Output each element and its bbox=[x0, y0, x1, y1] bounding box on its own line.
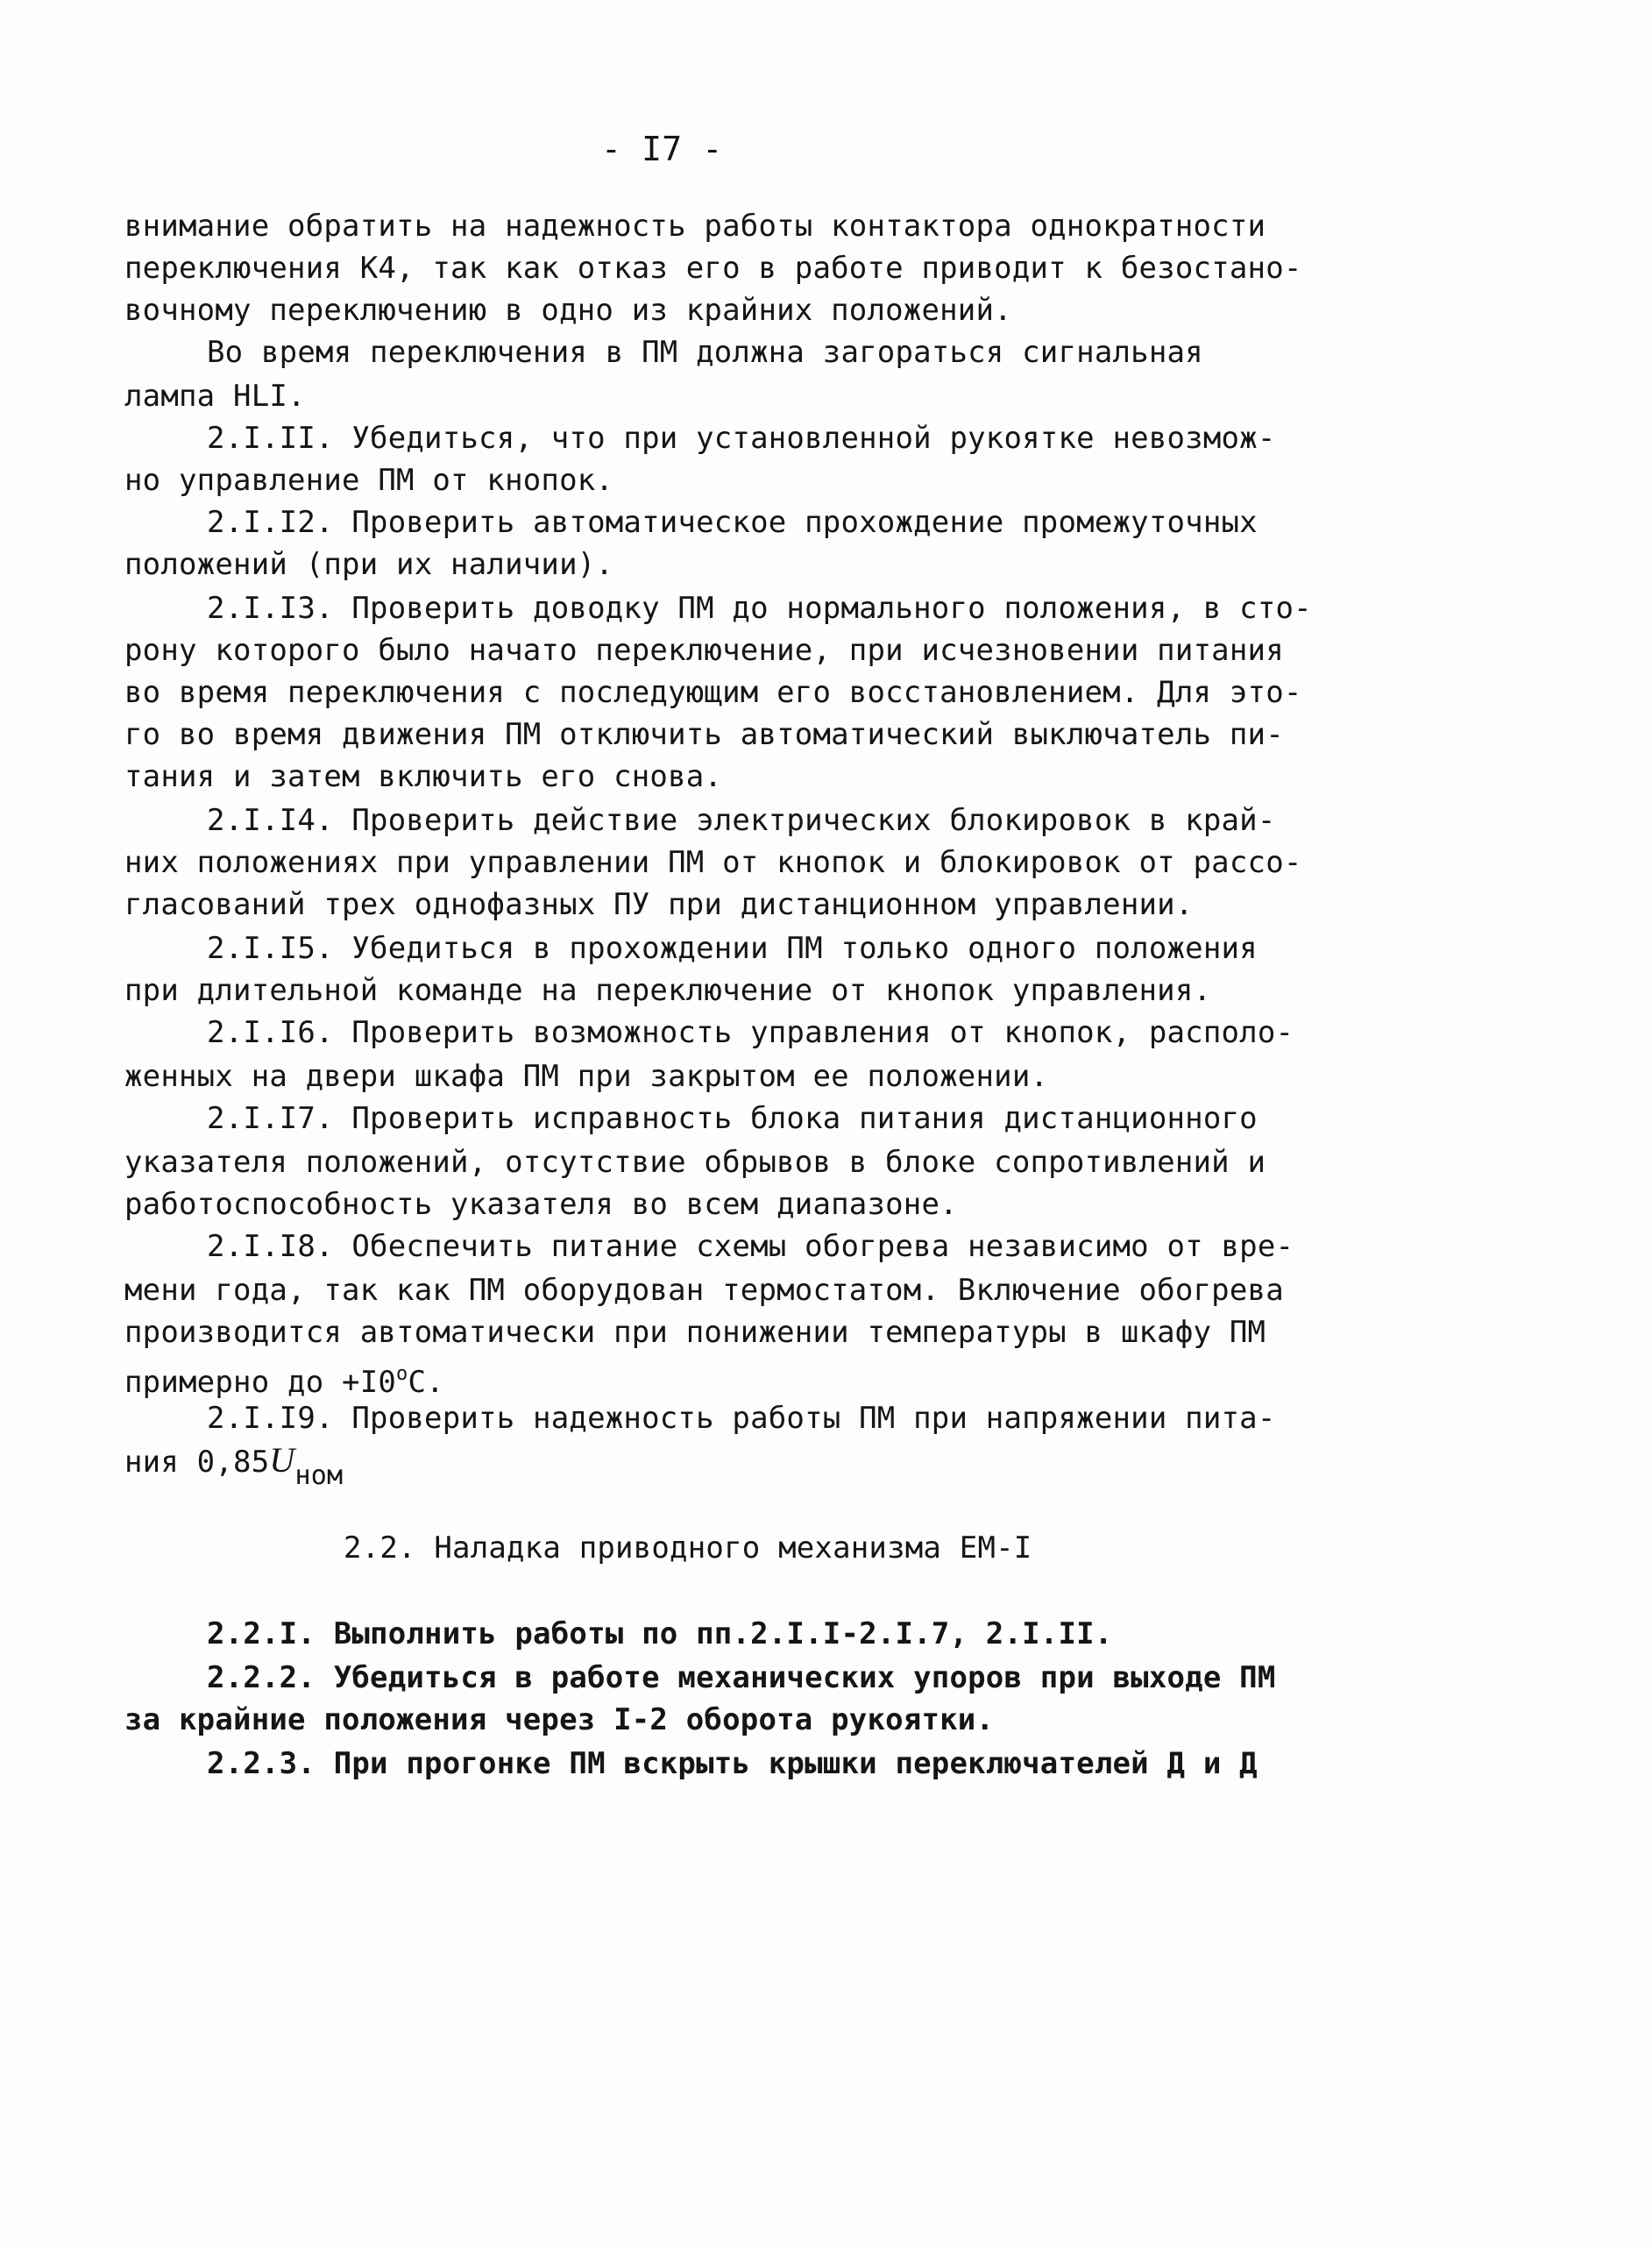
text-line: 2.I.I7. Проверить исправность блока питания дистанционного bbox=[207, 1101, 1258, 1136]
page-number: - I7 - bbox=[601, 130, 723, 168]
text-line: но управление ПМ от кнопок. bbox=[124, 463, 614, 498]
text-line: положений (при их наличии). bbox=[124, 547, 614, 582]
text-line: внимание обратить на надежность работы контактора однократности bbox=[124, 209, 1266, 244]
text-line: тания и затем включить его снова. bbox=[124, 759, 723, 794]
text-line: переключения К4, так как отказ его в работе приводит к безостано- bbox=[124, 251, 1302, 286]
text-line: 2.I.I3. Проверить доводку ПМ до нормального положения, в сто- bbox=[207, 591, 1312, 626]
voltage-symbol: U bbox=[269, 1440, 295, 1480]
text-line: го во время движения ПМ отключить автоматический выключатель пи- bbox=[124, 717, 1284, 752]
degree-sign: o bbox=[396, 1363, 408, 1385]
text-line: при длительной команде на переключение от кнопок управления. bbox=[124, 973, 1212, 1008]
temperature-line bbox=[124, 1357, 444, 1400]
text-line: рону которого было начато переключение, при исчезновении питания bbox=[124, 633, 1284, 668]
text-line: лампа HLI. bbox=[124, 379, 306, 414]
temperature-text: примерно до +I0 bbox=[124, 1365, 397, 1400]
text-line: 2.I.I8. Обеспечить питание схемы обогрева независимо от вре- bbox=[207, 1229, 1294, 1264]
voltage-text: ния 0,85 bbox=[124, 1445, 270, 1480]
text-line: мени года, так как ПМ оборудован термостатом. Включение обогрева bbox=[124, 1273, 1284, 1308]
text-line: 2.I.I4. Проверить действие электрических блокировок в край- bbox=[207, 803, 1276, 838]
text-line: 2.I.I6. Проверить возможность управления от кнопок, располо- bbox=[207, 1015, 1294, 1050]
text-line: 2.I.II. Убедиться, что при установленной рукоятке невозмож- bbox=[207, 421, 1276, 456]
text-line: 2.I.I9. Проверить надежность работы ПМ при напряжении пита- bbox=[207, 1401, 1276, 1436]
text-line: вочному переключению в одно из крайних положений. bbox=[124, 293, 1012, 328]
text-line: женных на двери шкафа ПМ при закрытом ее положении. bbox=[124, 1059, 1049, 1094]
text-line: них положениях при управлении ПМ от кнопок и блокировок от рассо- bbox=[124, 845, 1302, 880]
text-line: 2.2.2. Убедиться в работе механических упоров при выходе ПМ bbox=[207, 1660, 1276, 1695]
text-line: за крайние положения через I-2 оборота рукоятки. bbox=[124, 1702, 995, 1737]
text-line: указателя положений, отсутствие обрывов в блоке сопротивлений и bbox=[124, 1145, 1266, 1180]
text-line: 2.I.I5. Убедиться в прохождении ПМ только одного положения bbox=[207, 931, 1258, 966]
text-line: работоспособность указателя во всем диапазоне. bbox=[124, 1187, 958, 1222]
text-line: 2.2.3. При прогонке ПМ вскрыть крышки переключателей Д и Д bbox=[207, 1746, 1258, 1781]
text-line: производится автоматически при понижении температуры в шкафу ПМ bbox=[124, 1315, 1266, 1350]
text-line: Во время переключения в ПМ должна загораться сигнальная bbox=[207, 335, 1203, 370]
temperature-unit: С. bbox=[408, 1365, 444, 1400]
text-line: гласований трех однофазных ПУ при дистанционном управлении. bbox=[124, 887, 1194, 922]
section-heading: 2.2. Наладка приводного механизма ЕМ-I bbox=[344, 1530, 1032, 1566]
voltage-subscript: ном bbox=[294, 1460, 344, 1491]
text-line: во время переключения с последующим его восстановлением. Для это- bbox=[124, 675, 1302, 710]
voltage-line bbox=[124, 1440, 344, 1494]
text-line: 2.2.I. Выполнить работы по пп.2.I.I-2.I.7, 2.I.II. bbox=[207, 1616, 1113, 1651]
text-line: 2.I.I2. Проверить автоматическое прохождение промежуточных bbox=[207, 505, 1258, 540]
